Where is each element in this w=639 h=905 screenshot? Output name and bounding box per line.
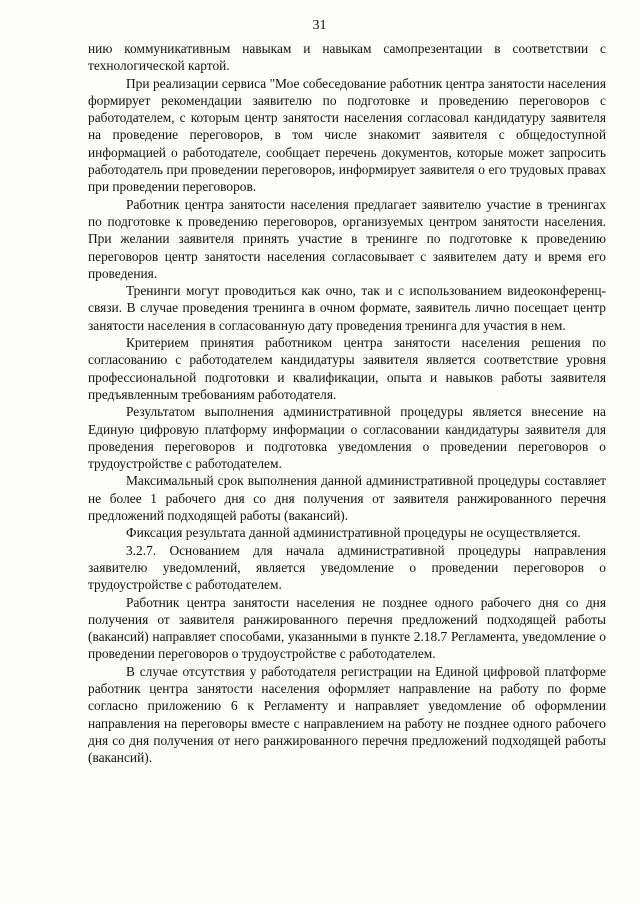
paragraph-9: 3.2.7. Основанием для начала административной процедуры направления заявителю уведомлений, является уведомление о проведении переговоров о трудоустройстве с работодателем. [88, 542, 606, 593]
paragraph-11: В случае отсутствия у работодателя регистрации на Единой цифровой платформе работник центра занятости населения оформляет направление на работу по форме согласно приложению 6 к Регламенту и направляет уведомление об оформлении направления на переговоры вместе с направлением на работу не позднее одного рабочего дня со дня получения от него ранжированного перечня предложений подходящей работы (вакансий). [88, 663, 606, 766]
paragraph-10: Работник центра занятости населения не позднее одного рабочего дня со дня получения от заявителя ранжированного перечня предложений подходящей работы (вакансий) направляет способами, указанными в пункте 2.18.7 Регламента, уведомление о проведении переговоров о трудоустройстве с работодателем. [88, 594, 606, 662]
document-body [88, 40, 606, 766]
paragraph-7: Максимальный срок выполнения данной административной процедуры составляет не более 1 рабочего дня со дня получения от заявителя ранжированного перечня предложений подходящей работы (вакансий). [88, 473, 606, 524]
paragraph-5: Критерием принятия работником центра занятости населения решения по согласованию с работодателем кандидатуры заявителя является соответствие уровня профессиональной подготовки и квалификации, опыта и навыков работы заявителя предъявленным требованиям работодателя. [88, 335, 606, 402]
paragraph-3: Работник центра занятости населения предлагает заявителю участие в тренингах по подготовке к проведению переговоров, организуемых центром занятости населения. При желании заявителя принять участие в тренинге по подготовке к проведению переговоров центр занятости населения согласовывает с заявителем дату и время его проведения. [88, 196, 606, 281]
paragraph-4: Тренинги могут проводиться как очно, так и с использованием видеоконференц-связи. В случае проведения тренинга в очном формате, заявитель лично посещает центр занятости населения в согласованную дату проведения тренинга для участия в нем. [88, 283, 606, 333]
paragraph-1: нию коммуникативным навыкам и навыкам самопрезентации в соответствии с технологической картой. [88, 41, 606, 74]
paragraph-8: Фиксация результата данной административной процедуры не осуществляется. [126, 525, 581, 541]
paragraph-2: При реализации сервиса "Мое собеседование работник центра занятости населения формирует рекомендации заявителю по подготовке и проведению переговоров с работодателем, с которым центр занятости населения согласовал кандидатуру заявителя на проведение переговоров, в том числе знакомит заявителя с общедоступной информацией о работодателе, сообщает перечень документов, которые может запросить работодатель при проведении переговоров, информирует заявителя о его трудовых правах при проведении переговоров. [88, 75, 606, 195]
paragraph-6: Результатом выполнения административной процедуры является внесение на Единую цифровую платформу информации о согласовании кандидатуры заявителя для проведения переговоров и подготовка уведомления о проведении переговоров о трудоустройстве с работодателем. [88, 404, 606, 472]
page-number: 31 [312, 18, 327, 33]
